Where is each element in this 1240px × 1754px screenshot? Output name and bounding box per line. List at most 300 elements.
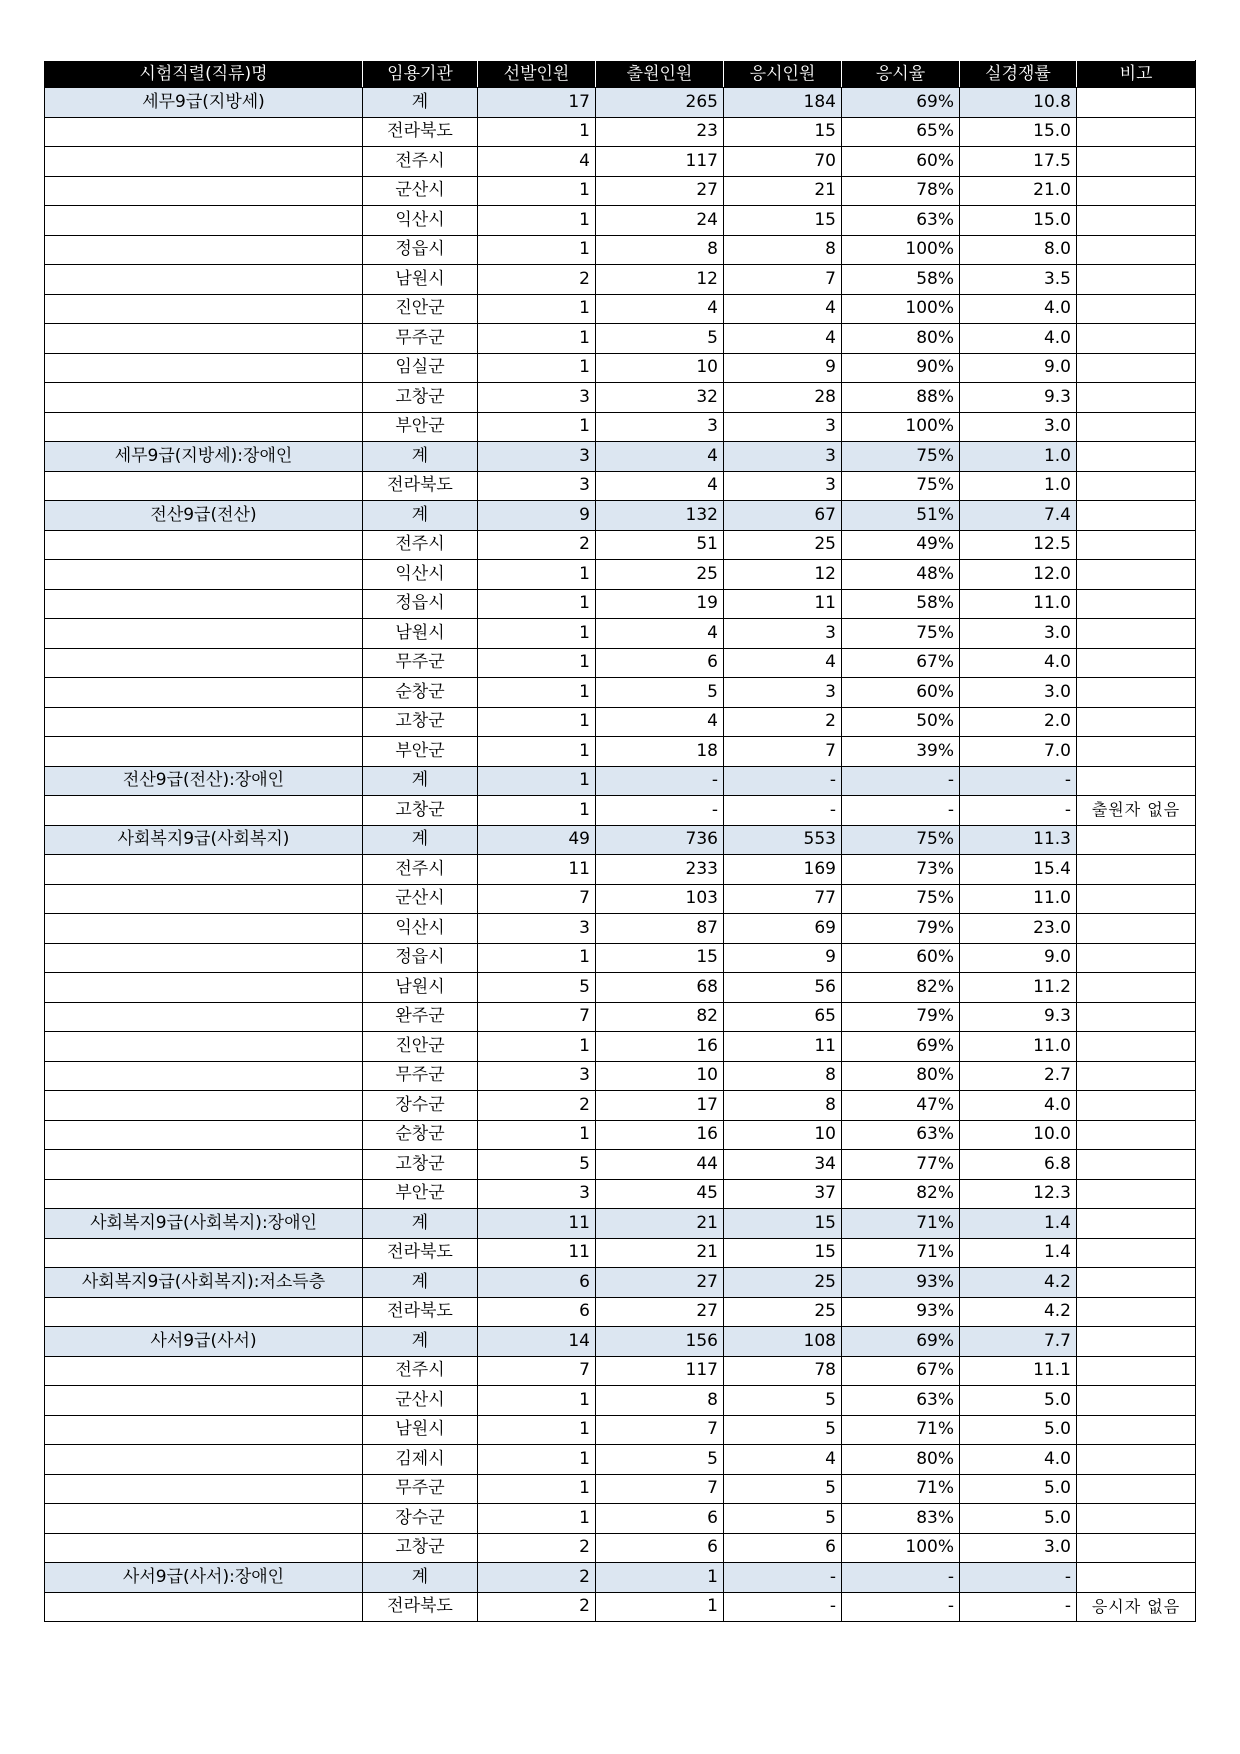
competition-ratio-cell: 4.0 — [960, 294, 1077, 324]
applicant-count-cell: 16 — [596, 1032, 724, 1062]
attendance-rate-cell: 83% — [842, 1504, 960, 1534]
remarks-cell — [1077, 766, 1196, 796]
exam-series-cell: 사회복지9급(사회복지) — [45, 825, 363, 855]
exam-series-cell — [45, 235, 363, 265]
examinee-count-cell: 4 — [724, 1445, 842, 1475]
applicant-count-cell: 3 — [596, 412, 724, 442]
examinee-count-cell: 5 — [724, 1474, 842, 1504]
applicant-count-cell: 10 — [596, 1061, 724, 1091]
exam-series-cell: 전산9급(전산) — [45, 501, 363, 531]
attendance-rate-cell: 58% — [842, 265, 960, 295]
exam-series-cell — [45, 1386, 363, 1416]
agency-cell: 정읍시 — [363, 235, 478, 265]
selected-count-cell: 1 — [478, 1504, 596, 1534]
remarks-cell — [1077, 353, 1196, 383]
table-row — [45, 235, 1196, 265]
applicant-count-cell: 4 — [596, 294, 724, 324]
attendance-rate-cell: 63% — [842, 1120, 960, 1150]
remarks-cell — [1077, 412, 1196, 442]
exam-series-cell: 세무9급(지방세):장애인 — [45, 442, 363, 472]
agency-cell: 무주군 — [363, 324, 478, 354]
competition-ratio-cell: 8.0 — [960, 235, 1077, 265]
exam-series-cell — [45, 1150, 363, 1180]
exam-series-cell — [45, 1356, 363, 1386]
selected-count-cell: 1 — [478, 707, 596, 737]
table-row — [45, 737, 1196, 767]
selected-count-cell: 1 — [478, 117, 596, 147]
exam-series-cell — [45, 678, 363, 708]
examinee-count-cell: 3 — [724, 412, 842, 442]
table-row — [45, 1091, 1196, 1121]
remarks-cell — [1077, 1179, 1196, 1209]
examinee-count-cell: 7 — [724, 265, 842, 295]
competition-ratio-cell: 5.0 — [960, 1415, 1077, 1445]
exam-series-cell — [45, 206, 363, 236]
attendance-rate-cell: 60% — [842, 678, 960, 708]
attendance-rate-cell: 100% — [842, 294, 960, 324]
selected-count-cell: 11 — [478, 855, 596, 885]
examinee-count-cell: 15 — [724, 1238, 842, 1268]
attendance-rate-cell: 100% — [842, 1533, 960, 1563]
selected-count-cell: 1 — [478, 353, 596, 383]
competition-ratio-cell: 11.2 — [960, 973, 1077, 1003]
applicant-count-cell: 7 — [596, 1415, 724, 1445]
exam-series-cell — [45, 1445, 363, 1475]
remarks-cell — [1077, 1474, 1196, 1504]
remarks-cell — [1077, 1415, 1196, 1445]
attendance-rate-cell: 75% — [842, 619, 960, 649]
competition-ratio-cell: 11.0 — [960, 884, 1077, 914]
table-row-subtotal — [45, 442, 1196, 472]
selected-count-cell: 1 — [478, 589, 596, 619]
agency-cell: 무주군 — [363, 1061, 478, 1091]
remarks-cell — [1077, 943, 1196, 973]
table-row-subtotal — [45, 1268, 1196, 1298]
remarks-cell — [1077, 1032, 1196, 1062]
selected-count-cell: 1 — [478, 648, 596, 678]
examinee-count-cell: 3 — [724, 471, 842, 501]
selected-count-cell: 1 — [478, 294, 596, 324]
remarks-cell — [1077, 176, 1196, 206]
exam-series-cell — [45, 914, 363, 944]
applicant-count-cell: 156 — [596, 1327, 724, 1357]
examinee-count-cell: 34 — [724, 1150, 842, 1180]
attendance-rate-cell: 51% — [842, 501, 960, 531]
agency-cell: 전주시 — [363, 1356, 478, 1386]
examinee-count-cell: - — [724, 766, 842, 796]
agency-cell: 장수군 — [363, 1091, 478, 1121]
remarks-cell — [1077, 383, 1196, 413]
applicant-count-cell: 27 — [596, 1297, 724, 1327]
exam-series-cell — [45, 855, 363, 885]
selected-count-cell: 1 — [478, 1032, 596, 1062]
examinee-count-cell: 8 — [724, 235, 842, 265]
exam-series-cell — [45, 1474, 363, 1504]
selected-count-cell: 2 — [478, 1563, 596, 1593]
examinee-count-cell: 3 — [724, 442, 842, 472]
attendance-rate-cell: 82% — [842, 1179, 960, 1209]
table-row — [45, 324, 1196, 354]
competition-ratio-cell: 15.4 — [960, 855, 1077, 885]
remarks-cell — [1077, 1356, 1196, 1386]
agency-cell: 진안군 — [363, 1032, 478, 1062]
applicant-count-cell: 27 — [596, 1268, 724, 1298]
attendance-rate-cell: 93% — [842, 1297, 960, 1327]
table-row — [45, 117, 1196, 147]
selected-count-cell: 3 — [478, 1179, 596, 1209]
remarks-cell — [1077, 1061, 1196, 1091]
agency-cell: 익산시 — [363, 206, 478, 236]
attendance-rate-cell: 71% — [842, 1415, 960, 1445]
exam-series-cell — [45, 1002, 363, 1032]
agency-cell: 부안군 — [363, 1179, 478, 1209]
agency-cell: 군산시 — [363, 176, 478, 206]
applicant-count-cell: 5 — [596, 678, 724, 708]
competition-ratio-cell: 12.5 — [960, 530, 1077, 560]
exam-series-cell — [45, 176, 363, 206]
attendance-rate-cell: 60% — [842, 147, 960, 177]
exam-series-cell — [45, 383, 363, 413]
examinee-count-cell: 67 — [724, 501, 842, 531]
agency-cell: 남원시 — [363, 1415, 478, 1445]
remarks-cell — [1077, 648, 1196, 678]
applicant-count-cell: 21 — [596, 1209, 724, 1239]
applicant-count-cell: 233 — [596, 855, 724, 885]
applicant-count-cell: 5 — [596, 1445, 724, 1475]
applicant-count-cell: 24 — [596, 206, 724, 236]
table-row — [45, 589, 1196, 619]
attendance-rate-cell: 71% — [842, 1474, 960, 1504]
selected-count-cell: 14 — [478, 1327, 596, 1357]
header-remarks: 비고 — [1077, 61, 1196, 88]
competition-ratio-cell: - — [960, 1592, 1077, 1622]
remarks-cell — [1077, 619, 1196, 649]
agency-cell: 전라북도 — [363, 471, 478, 501]
selected-count-cell: 1 — [478, 1120, 596, 1150]
table-row — [45, 1297, 1196, 1327]
applicant-count-cell: 6 — [596, 1533, 724, 1563]
applicant-count-cell: 51 — [596, 530, 724, 560]
remarks-cell — [1077, 1238, 1196, 1268]
agency-cell: 계 — [363, 1327, 478, 1357]
selected-count-cell: 7 — [478, 1356, 596, 1386]
selected-count-cell: 6 — [478, 1268, 596, 1298]
competition-ratio-cell: 11.0 — [960, 589, 1077, 619]
remarks-cell — [1077, 1268, 1196, 1298]
table-row-subtotal — [45, 1563, 1196, 1593]
table-row — [45, 471, 1196, 501]
exam-series-cell — [45, 1091, 363, 1121]
exam-series-cell — [45, 589, 363, 619]
competition-ratio-cell: 2.7 — [960, 1061, 1077, 1091]
remarks-cell — [1077, 707, 1196, 737]
examinee-count-cell: 169 — [724, 855, 842, 885]
attendance-rate-cell: 77% — [842, 1150, 960, 1180]
applicant-count-cell: 8 — [596, 1386, 724, 1416]
selected-count-cell: 2 — [478, 530, 596, 560]
competition-ratio-cell: 11.0 — [960, 1032, 1077, 1062]
table-row — [45, 796, 1196, 826]
attendance-rate-cell: 63% — [842, 1386, 960, 1416]
selected-count-cell: 2 — [478, 1592, 596, 1622]
applicant-count-cell: 117 — [596, 147, 724, 177]
examinee-count-cell: 3 — [724, 678, 842, 708]
exam-series-cell: 전산9급(전산):장애인 — [45, 766, 363, 796]
selected-count-cell: 1 — [478, 1386, 596, 1416]
agency-cell: 남원시 — [363, 265, 478, 295]
applicant-count-cell: 19 — [596, 589, 724, 619]
table-row-subtotal — [45, 825, 1196, 855]
table-row — [45, 1002, 1196, 1032]
attendance-rate-cell: - — [842, 796, 960, 826]
examinee-count-cell: 10 — [724, 1120, 842, 1150]
agency-cell: 고창군 — [363, 1150, 478, 1180]
remarks-cell: 출원자 없음 — [1077, 796, 1196, 826]
exam-series-cell — [45, 619, 363, 649]
selected-count-cell: 3 — [478, 914, 596, 944]
selected-count-cell: 2 — [478, 1091, 596, 1121]
exam-series-cell — [45, 1032, 363, 1062]
competition-ratio-cell: 4.0 — [960, 1445, 1077, 1475]
table-row — [45, 678, 1196, 708]
agency-cell: 남원시 — [363, 973, 478, 1003]
remarks-cell — [1077, 884, 1196, 914]
attendance-rate-cell: 82% — [842, 973, 960, 1003]
attendance-rate-cell: 73% — [842, 855, 960, 885]
examinee-count-cell: 108 — [724, 1327, 842, 1357]
remarks-cell — [1077, 206, 1196, 236]
exam-series-cell — [45, 1533, 363, 1563]
attendance-rate-cell: - — [842, 1563, 960, 1593]
applicant-count-cell: - — [596, 796, 724, 826]
table-row-subtotal — [45, 1209, 1196, 1239]
table-row — [45, 353, 1196, 383]
attendance-rate-cell: 75% — [842, 442, 960, 472]
selected-count-cell: 1 — [478, 943, 596, 973]
agency-cell: 군산시 — [363, 1386, 478, 1416]
exam-series-cell — [45, 1504, 363, 1534]
attendance-rate-cell: 49% — [842, 530, 960, 560]
attendance-rate-cell: 58% — [842, 589, 960, 619]
table-row — [45, 855, 1196, 885]
table-row — [45, 707, 1196, 737]
exam-series-cell — [45, 1061, 363, 1091]
exam-series-cell — [45, 560, 363, 590]
competition-ratio-cell: 12.3 — [960, 1179, 1077, 1209]
attendance-rate-cell: 75% — [842, 471, 960, 501]
examinee-count-cell: 8 — [724, 1091, 842, 1121]
agency-cell: 김제시 — [363, 1445, 478, 1475]
agency-cell: 고창군 — [363, 796, 478, 826]
agency-cell: 장수군 — [363, 1504, 478, 1534]
selected-count-cell: 5 — [478, 1150, 596, 1180]
examinee-count-cell: 25 — [724, 1268, 842, 1298]
header-agency: 임용기관 — [363, 61, 478, 88]
competition-ratio-cell: 3.0 — [960, 1533, 1077, 1563]
exam-series-cell — [45, 147, 363, 177]
applicant-count-cell: 117 — [596, 1356, 724, 1386]
agency-cell: 부안군 — [363, 737, 478, 767]
attendance-rate-cell: 63% — [842, 206, 960, 236]
examinee-count-cell: 5 — [724, 1386, 842, 1416]
competition-ratio-cell: 21.0 — [960, 176, 1077, 206]
competition-ratio-cell: 4.0 — [960, 324, 1077, 354]
exam-series-cell — [45, 737, 363, 767]
competition-ratio-cell: - — [960, 796, 1077, 826]
applicant-count-cell: 1 — [596, 1592, 724, 1622]
table-row-subtotal — [45, 88, 1196, 118]
competition-ratio-cell: 6.8 — [960, 1150, 1077, 1180]
table-row — [45, 530, 1196, 560]
attendance-rate-cell: 71% — [842, 1209, 960, 1239]
remarks-cell — [1077, 1150, 1196, 1180]
attendance-rate-cell: 69% — [842, 88, 960, 118]
agency-cell: 계 — [363, 1209, 478, 1239]
remarks-cell — [1077, 1533, 1196, 1563]
examinee-count-cell: 15 — [724, 1209, 842, 1239]
exam-series-cell — [45, 1120, 363, 1150]
competition-ratio-cell: 5.0 — [960, 1504, 1077, 1534]
examinee-count-cell: 5 — [724, 1504, 842, 1534]
selected-count-cell: 1 — [478, 206, 596, 236]
agency-cell: 익산시 — [363, 560, 478, 590]
agency-cell: 전주시 — [363, 855, 478, 885]
exam-series-cell — [45, 530, 363, 560]
applicant-count-cell: 265 — [596, 88, 724, 118]
competition-ratio-cell: 5.0 — [960, 1386, 1077, 1416]
agency-cell: 정읍시 — [363, 589, 478, 619]
competition-ratio-cell: 23.0 — [960, 914, 1077, 944]
agency-cell: 계 — [363, 1563, 478, 1593]
selected-count-cell: 2 — [478, 265, 596, 295]
examinee-count-cell: 9 — [724, 943, 842, 973]
competition-ratio-cell: 9.0 — [960, 353, 1077, 383]
remarks-cell — [1077, 235, 1196, 265]
competition-ratio-cell: 4.2 — [960, 1268, 1077, 1298]
exam-series-cell: 사회복지9급(사회복지):저소득층 — [45, 1268, 363, 1298]
competition-ratio-cell: 11.1 — [960, 1356, 1077, 1386]
agency-cell: 전라북도 — [363, 1297, 478, 1327]
competition-ratio-cell: 10.0 — [960, 1120, 1077, 1150]
applicant-count-cell: 4 — [596, 619, 724, 649]
competition-ratio-cell: 4.0 — [960, 1091, 1077, 1121]
applicant-count-cell: 32 — [596, 383, 724, 413]
exam-series-cell — [45, 1415, 363, 1445]
selected-count-cell: 4 — [478, 147, 596, 177]
remarks-cell — [1077, 265, 1196, 295]
agency-cell: 전라북도 — [363, 1592, 478, 1622]
table-row — [45, 1356, 1196, 1386]
table-row — [45, 147, 1196, 177]
selected-count-cell: 1 — [478, 796, 596, 826]
exam-series-cell — [45, 1297, 363, 1327]
applicant-count-cell: 82 — [596, 1002, 724, 1032]
exam-series-cell — [45, 353, 363, 383]
table-row — [45, 1415, 1196, 1445]
remarks-cell — [1077, 147, 1196, 177]
applicant-count-cell: 6 — [596, 648, 724, 678]
applicant-count-cell: 4 — [596, 471, 724, 501]
selected-count-cell: 1 — [478, 176, 596, 206]
table-row — [45, 1120, 1196, 1150]
table-row — [45, 1238, 1196, 1268]
remarks-cell — [1077, 589, 1196, 619]
exam-series-cell — [45, 324, 363, 354]
agency-cell: 고창군 — [363, 1533, 478, 1563]
remarks-cell — [1077, 825, 1196, 855]
agency-cell: 전라북도 — [363, 1238, 478, 1268]
competition-ratio-cell: 1.0 — [960, 471, 1077, 501]
examinee-count-cell: 7 — [724, 737, 842, 767]
competition-ratio-cell: 3.5 — [960, 265, 1077, 295]
applicant-count-cell: 7 — [596, 1474, 724, 1504]
selected-count-cell: 3 — [478, 1061, 596, 1091]
attendance-rate-cell: 79% — [842, 1002, 960, 1032]
table-row-subtotal — [45, 501, 1196, 531]
applicant-count-cell: 4 — [596, 442, 724, 472]
agency-cell: 순창군 — [363, 1120, 478, 1150]
agency-cell: 완주군 — [363, 1002, 478, 1032]
applicant-count-cell: 23 — [596, 117, 724, 147]
table-row — [45, 1150, 1196, 1180]
remarks-cell — [1077, 855, 1196, 885]
attendance-rate-cell: 100% — [842, 412, 960, 442]
competition-ratio-cell: 2.0 — [960, 707, 1077, 737]
agency-cell: 계 — [363, 825, 478, 855]
examinee-count-cell: 15 — [724, 117, 842, 147]
remarks-cell — [1077, 1563, 1196, 1593]
attendance-rate-cell: 67% — [842, 648, 960, 678]
agency-cell: 임실군 — [363, 353, 478, 383]
remarks-cell — [1077, 442, 1196, 472]
examinee-count-cell: - — [724, 1592, 842, 1622]
competition-ratio-cell: 1.4 — [960, 1238, 1077, 1268]
selected-count-cell: 7 — [478, 1002, 596, 1032]
examinee-count-cell: 78 — [724, 1356, 842, 1386]
selected-count-cell: 6 — [478, 1297, 596, 1327]
table-row — [45, 943, 1196, 973]
table-row-subtotal — [45, 1327, 1196, 1357]
selected-count-cell: 7 — [478, 884, 596, 914]
selected-count-cell: 17 — [478, 88, 596, 118]
remarks-cell — [1077, 1297, 1196, 1327]
examinee-count-cell: 3 — [724, 619, 842, 649]
table-row — [45, 619, 1196, 649]
exam-series-cell: 사회복지9급(사회복지):장애인 — [45, 1209, 363, 1239]
competition-ratio-cell: 1.4 — [960, 1209, 1077, 1239]
table-row — [45, 884, 1196, 914]
examinee-count-cell: 4 — [724, 648, 842, 678]
examinee-count-cell: 6 — [724, 1533, 842, 1563]
agency-cell: 전라북도 — [363, 117, 478, 147]
exam-series-cell — [45, 294, 363, 324]
table-row — [45, 1445, 1196, 1475]
applicant-count-cell: 5 — [596, 324, 724, 354]
remarks-cell — [1077, 1002, 1196, 1032]
header-competition-ratio: 실경쟁률 — [960, 61, 1077, 88]
table-row — [45, 1592, 1196, 1622]
attendance-rate-cell: - — [842, 1592, 960, 1622]
competition-ratio-cell: 4.2 — [960, 1297, 1077, 1327]
selected-count-cell: 1 — [478, 1445, 596, 1475]
examinee-count-cell: 28 — [724, 383, 842, 413]
remarks-cell — [1077, 501, 1196, 531]
remarks-cell — [1077, 678, 1196, 708]
applicant-count-cell: 21 — [596, 1238, 724, 1268]
agency-cell: 계 — [363, 501, 478, 531]
remarks-cell — [1077, 1386, 1196, 1416]
exam-series-cell — [45, 1179, 363, 1209]
